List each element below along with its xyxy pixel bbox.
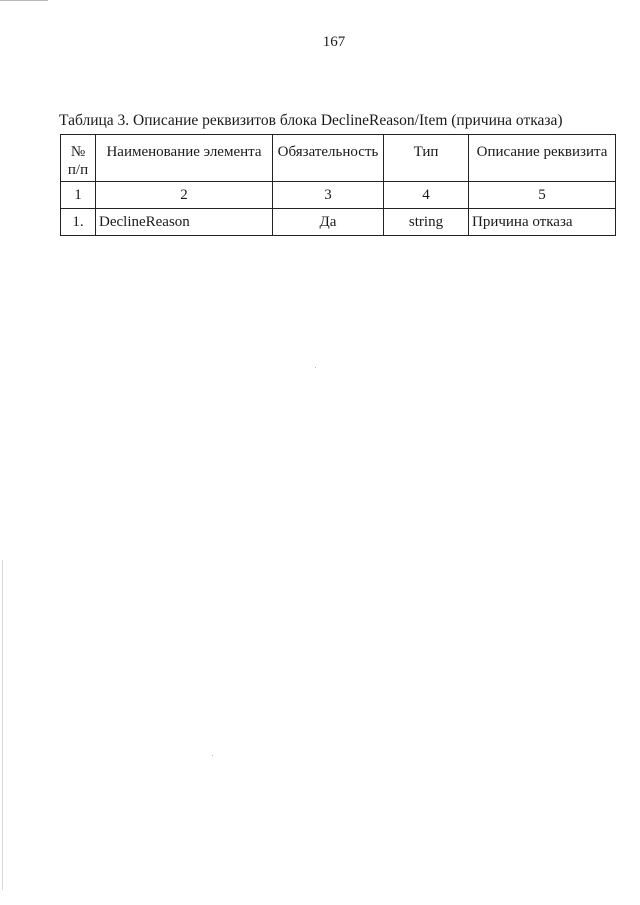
header-cell-type [384,135,469,182]
header-cell-description [469,135,616,182]
column-number-cell: 4 [384,182,469,209]
scan-artifact-top-line [0,0,48,1]
header-number-line2: п/п [67,162,89,178]
cell-row-number: 1. [61,209,96,236]
header-element-name-label: Наименование элемента [106,144,262,160]
cell-type: string [384,209,469,236]
table-header-row [61,135,616,182]
header-cell-element-name [96,135,273,182]
header-type-label: Тип [413,144,439,160]
header-cell-mandatory [273,135,384,182]
header-cell-number [61,135,96,182]
header-mandatory-label: Обязательность [277,144,379,160]
cell-element-name: DeclineReason [96,209,273,236]
header-number-line1: № [70,144,86,160]
scan-artifact-left-edge [2,560,3,890]
cell-mandatory: Да [273,209,384,236]
column-number-cell: 2 [96,182,273,209]
column-number-cell: 5 [469,182,616,209]
cell-description: Причина отказа [469,209,616,236]
column-number-cell: 3 [273,182,384,209]
scan-artifact-dot [315,367,316,368]
requisites-table [60,134,616,236]
table-row [61,209,616,236]
page-number: 167 [322,34,346,50]
header-description-label: Описание реквизита [476,144,608,160]
table-caption: Таблица 3. Описание реквизитов блока DeclineReason/Item (причина отказа) [59,112,563,129]
column-number-cell: 1 [61,182,96,209]
scan-artifact-dot [212,755,213,756]
column-number-row [61,182,616,209]
